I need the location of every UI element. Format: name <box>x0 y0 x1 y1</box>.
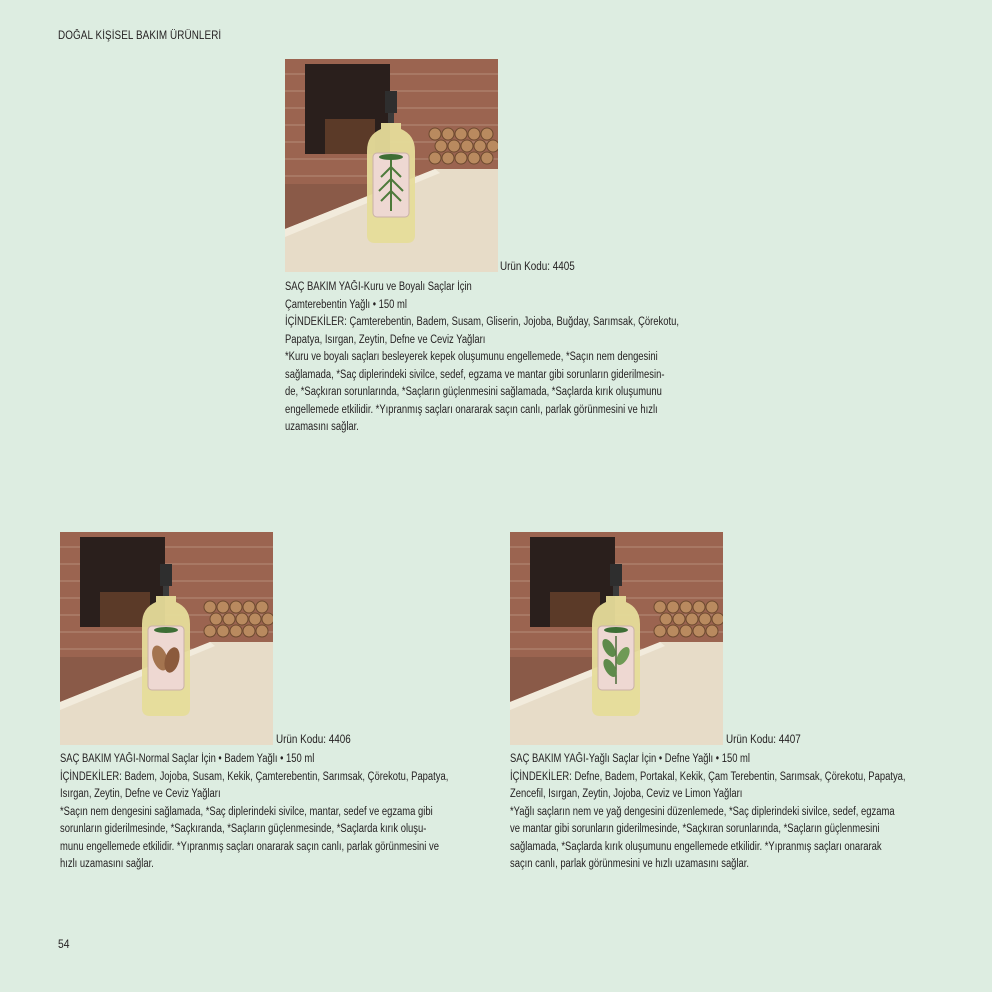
product-photo <box>285 59 498 272</box>
desc-line: Çamterebentin Yağlı • 150 ml <box>285 298 407 311</box>
desc-line: Isırgan, Zeytin, Defne ve Ceviz Yağları <box>60 788 221 800</box>
product-description <box>285 279 679 437</box>
desc-line: munu engellemede etkilidir. *Yıpranmış saçları onararak saçın canlı, parlak görünmesini ve <box>60 840 439 853</box>
page-number: 54 <box>58 937 70 951</box>
product-description <box>60 751 448 874</box>
desc-line: sağlamada, *Saç diplerindeki sivilce, sedef, egzama ve mantar gibi sorunların giderilmesin- <box>285 368 665 381</box>
desc-line: İÇİNDEKİLER: Badem, Jojoba, Susam, Kekik, Çamterebentin, Sarımsak, Çörekotu, Papatya, <box>60 770 449 783</box>
desc-line: saçın canlı, parlak görünmesini ve hızlı uzamasını sağlar. <box>510 858 750 870</box>
desc-line: *Yağlı saçların nem ve yağ dengesini düzenlemede, *Saç diplerindeki sivilce, sedef, egzama <box>510 805 895 818</box>
product-photo <box>60 532 273 745</box>
desc-line: SAÇ BAKIM YAĞI-Yağlı Saçlar İçin • Defne Yağlı • 150 ml <box>510 753 751 765</box>
bottle-photo-4406 <box>60 532 273 745</box>
bottle-photo-4405 <box>285 59 498 272</box>
product-description <box>510 751 906 874</box>
desc-line: Papatya, Isırgan, Zeytin, Defne ve Ceviz Yağları <box>285 333 486 346</box>
desc-line: de, *Saçkıran sorunlarında, *Saçların güçlenmesini sağlamada, *Saçlarda kırık oluşumunu <box>285 386 662 398</box>
page-header: DOĞAL KİŞİSEL BAKIM ÜRÜNLERİ <box>58 30 222 42</box>
desc-line: hızlı uzamasını sağlar. <box>60 858 154 870</box>
desc-line: sağlamada, *Saçlarda kırık oluşumunu engellemede etkilidir. *Yıpranmış saçları onararak <box>510 840 882 853</box>
bottle-photo-4407 <box>510 532 723 745</box>
desc-line: SAÇ BAKIM YAĞI-Normal Saçlar İçin • Badem Yağlı • 150 ml <box>60 753 315 765</box>
product-code: Ürün Kodu: 4405 <box>500 261 575 273</box>
product-code: Ürün Kodu: 4406 <box>276 734 351 746</box>
desc-line: İÇİNDEKİLER: Defne, Badem, Portakal, Kekik, Çam Terebentin, Sarımsak, Çörekotu, Papatya, <box>510 770 906 783</box>
product-code: Ürün Kodu: 4407 <box>726 734 801 746</box>
desc-line: engellemede etkilidir. *Yıpranmış saçları onararak saçın canlı, parlak görünmesini ve hızlı <box>285 403 658 416</box>
product-photo <box>510 532 723 745</box>
desc-line: uzamasını sağlar. <box>285 421 359 433</box>
desc-line: Zencefil, Isırgan, Zeytin, Jojoba, Ceviz ve Limon Yağları <box>510 788 743 800</box>
desc-line: SAÇ BAKIM YAĞI-Kuru ve Boyalı Saçlar İçin <box>285 281 472 293</box>
desc-line: *Kuru ve boyalı saçları besleyerek kepek oluşumunu engellemede, *Saçın nem dengesini <box>285 351 658 363</box>
desc-line: *Saçın nem dengesini sağlamada, *Saç diplerindeki sivilce, mantar, sedef ve egzama gibi <box>60 805 433 818</box>
desc-line: ve mantar gibi sorunların giderilmesinde, *Saçkıran sorunlarında, *Saçların güçlenmesini <box>510 823 880 835</box>
desc-line: İÇİNDEKİLER: Çamterebentin, Badem, Susam, Gliserin, Jojoba, Buğday, Sarımsak, Çörekotu, <box>285 316 679 328</box>
desc-line: sorunların giderilmesinde, *Saçkıranda, *Saçların güçlenmesinde, *Saçlarda kırık oluşu- <box>60 823 427 835</box>
